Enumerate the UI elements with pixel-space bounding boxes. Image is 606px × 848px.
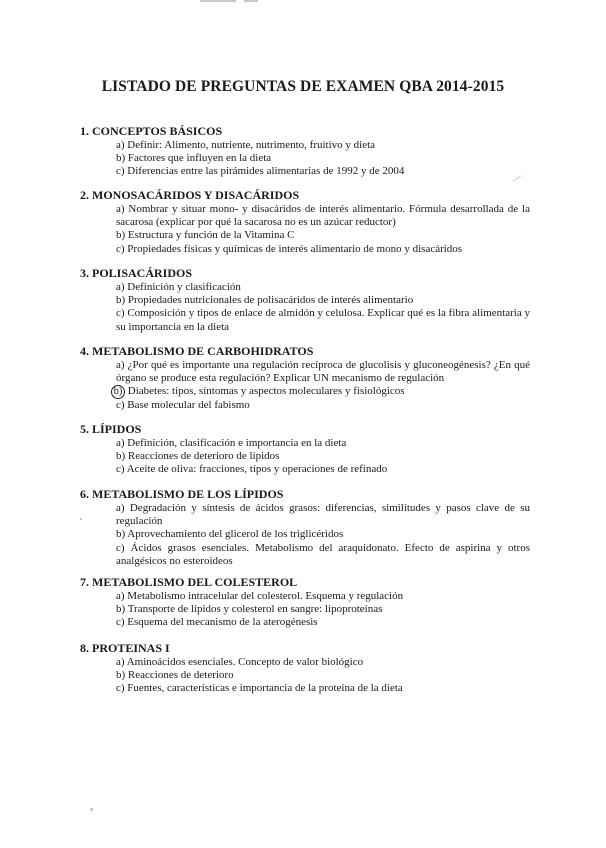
question-item: c) Diferencias entre las pirámides alimentarias de 1992 y de 2004 xyxy=(116,165,405,178)
question-item xyxy=(80,385,530,399)
question-item: b) Reacciones de deterioro xyxy=(116,669,234,682)
question-text: Diabetes: tipos, síntomas y aspectos moleculares y fisiológicos xyxy=(127,385,405,398)
question-item: c) Propiedades físicas y químicas de interés alimentario de mono y disacáridos xyxy=(116,242,463,255)
question-list xyxy=(80,656,530,696)
section-proteinas xyxy=(80,641,530,696)
section-metabolismo-colesterol xyxy=(80,575,530,630)
question-item: c) Base molecular del fabismo xyxy=(116,399,250,412)
scan-mark xyxy=(200,0,236,2)
section-heading: 4. METABOLISMO DE CARBOHIDRATOS xyxy=(80,344,314,358)
question-item: b) Transporte de lípidos y colesterol en sangre: lipoproteínas xyxy=(116,603,383,616)
question-list xyxy=(80,139,530,179)
question-list xyxy=(80,590,530,630)
section-heading: 8. PROTEINAS I xyxy=(80,641,170,655)
question-item: a) ¿Por qué es importante una regulación recíproca de glucolisis y gluconeogénesis? ¿En qué órgano se produce esta regulación? Explicar UN mecanismo de regulación xyxy=(116,359,530,385)
question-item: a) Nombrar y situar mono- y disacáridos de interés alimentario. Fórmula desarrollada de la sacarosa (explicar por qué la sacarosa no es un azúcar reductor) xyxy=(116,203,530,229)
section-heading: 1. CONCEPTOS BÁSICOS xyxy=(80,124,223,138)
document-title: LISTADO DE PREGUNTAS DE EXAMEN QBA 2014-2015 xyxy=(101,78,505,95)
question-item: c) Aceite de oliva: fracciones, tipos y operaciones de refinado xyxy=(116,463,388,476)
question-item: b) Aprovechamiento del glicerol de los triglicéridos xyxy=(116,528,344,541)
question-item: b) Factores que influyen en la dieta xyxy=(116,152,272,165)
question-list xyxy=(80,437,530,477)
section-conceptos-basicos xyxy=(80,124,530,179)
section-monosacaridos xyxy=(80,188,530,256)
section-heading: 7. METABOLISMO DEL COLESTEROL xyxy=(80,575,298,589)
question-list xyxy=(80,281,530,334)
question-list xyxy=(80,203,530,256)
section-heading: 2. MONOSACÁRIDOS Y DISACÁRIDOS xyxy=(80,188,300,202)
question-item: b) Estructura y función de la Vitamina C xyxy=(116,229,295,242)
circled-marker: b) xyxy=(111,385,125,399)
section-metabolismo-lipidos xyxy=(80,487,530,568)
question-item: b) Reacciones de deterioro de lípidos xyxy=(116,450,280,463)
question-item: c) Ácidos grasos esenciales. Metabolismo del araquidonato. Efecto de aspirina y otros analgésicos no esteroideos xyxy=(116,541,530,567)
section-metabolismo-carbohidratos xyxy=(80,344,530,413)
question-item: c) Esquema del mecanismo de la aterogénesis xyxy=(116,616,318,629)
question-list xyxy=(80,359,530,413)
question-item: a) Degradación y síntesis de ácidos grasos: diferencias, similitudes y pasos clave de su regulación xyxy=(116,502,530,528)
question-item: a) Aminoácidos esenciales. Concepto de valor biológico xyxy=(116,656,364,668)
section-lipidos xyxy=(80,422,530,477)
question-item: a) Metabolismo intracelular del colesterol. Esquema y regulación xyxy=(116,590,404,602)
section-heading: 5. LÍPIDOS xyxy=(80,422,142,436)
question-item: a) Definición, clasificación e importancia en la dieta xyxy=(116,437,347,449)
question-item: a) Definir: Alimento, nutriente, nutrimento, fruitivo y dieta xyxy=(116,139,376,151)
section-heading: 6. METABOLISMO DE LOS LÍPIDOS xyxy=(80,487,284,501)
question-item: b) Propiedades nutricionales de polisacáridos de interés alimentario xyxy=(116,294,414,307)
scan-mark xyxy=(90,808,93,811)
section-polisacaridos xyxy=(80,266,530,334)
question-item: c) Fuentes, características e importancia de la proteína de la dieta xyxy=(116,682,403,695)
question-item: c) Composición y tipos de enlace de almidón y celulosa. Explicar qué es la fibra alimentaria y su importancia en la dieta xyxy=(116,307,530,333)
question-list xyxy=(80,502,530,568)
question-item: a) Definición y clasificación xyxy=(116,281,241,293)
section-heading: 3. POLISACÁRIDOS xyxy=(80,266,193,280)
scan-mark xyxy=(244,0,258,2)
scan-mark xyxy=(80,518,82,520)
